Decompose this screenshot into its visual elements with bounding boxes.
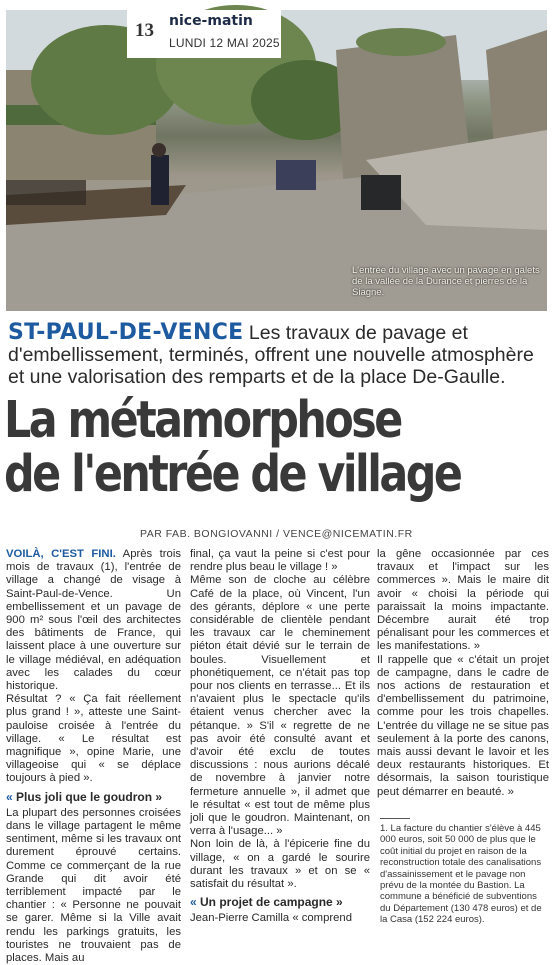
headline-line-1: La métamorphose	[4, 391, 401, 450]
kicker-text: Les travaux de pavage et d'embellissement, terminés, offrent une nouvelle atmosphère et une valorisation des remparts et de la place De-Gaulle.	[8, 322, 534, 388]
column-3	[377, 548, 549, 799]
paragraph: Il rappelle que « c'était un projet de campagne, dans le cadre de nos actions de restauration et d'embellissement du patrimoine, comme pour les trois chapelles. L'entrée du village ne se situe pas seulement à la porte des canons, mais aussi devant le lavoir et les deux restaurants historiques. Et désormais, la saison touristique peut démarrer en beauté. »	[377, 653, 549, 798]
newspaper-name: nice-matin	[169, 13, 253, 29]
paragraph: final, ça vaut la peine si c'est pour rendre plus beau le village ! »	[190, 548, 370, 574]
headline	[4, 391, 462, 504]
paragraph	[6, 548, 181, 693]
paragraph: Non loin de là, à l'épicerie fine du village, « on a gardé le sourire durant les travaux » et on se « satisfait du résultat ».	[190, 838, 370, 891]
photo-caption: L'entrée du village avec un pavage en galets de la vallée de la Durance et pierres de la Siagne.	[352, 265, 540, 298]
masthead	[127, 10, 281, 58]
issue-date: LUNDI 12 MAI 2025	[169, 36, 280, 50]
headline-line-2: de l'entrée de village	[4, 445, 461, 504]
paragraph: la gêne occasionnée par ces travaux et l'impact sur les commerces ». Mais le maire dit avoir « choisi la période qui paraissait la moins impactante. Décembre aurait été trop pénalisant pour les commerces et les manifestations. »	[377, 548, 549, 653]
paragraph: Jean-Pierre Camilla « comprend	[190, 912, 352, 925]
paragraph: La plupart des personnes croisées dans le village partagent le même sentiment, même si les travaux ont durement éprouvé certains. Comme ce commerçant de la rue Grande qui dit avoir été terriblement impacté par le chantier : « Personne ne pouvait se garer. Même si la Ville avait rendu les parkings gratuits, les touristes ne trouvaient pas de places. Mais au	[6, 806, 181, 965]
subheading: « Un projet de campagne »	[190, 896, 370, 909]
kicker-place: ST-PAUL-DE-VENCE	[8, 320, 244, 345]
column-1	[6, 548, 181, 965]
page-number: 13	[135, 20, 154, 41]
kicker	[8, 322, 553, 388]
paragraph: Même son de cloche au célèbre Café de la place, où Vincent, l'un des gérants, déplore « une perte considérable de clientèle pendant les travaux car le cheminement piéton était dévié sur le terrain de boules. Visuellement et phonétiquement, ce n'était pas top pour nos clients en terrasse... Et ils n'avaient plus le spectacle qu'ils étaient venus chercher avec la pétanque. » S'il « regrette de ne pas avoir été consulté avant et d'avoir été exclu de toutes discussions : nous aurions décalé de novembre à janvier notre fermeture annuelle », il admet que le résultat « est tout de même plus joli que le goudron. Maintenant, on verra à l'usage... »	[190, 574, 370, 838]
subheading: « Plus joli que le goudron »	[6, 791, 181, 804]
paragraph-text: Après trois mois de travaux (1), l'entrée de village a changé de visage à Saint-Paul-de-Vence. Un embellissement et un pavage de 900 m² sous l'œil des architectes des bâtiments de France, qui laissent place à une ouverture sur le village médiéval, en adéquation avec les calades du cœur historique.	[6, 548, 181, 693]
footnote-rule	[380, 818, 410, 819]
byline: PAR FAB. BONGIOVANNI / VENCE@NICEMATIN.FR	[140, 528, 413, 540]
lead-in: VOILÀ, C'EST FINI.	[6, 548, 116, 560]
paragraph: Résultat ? « Ça fait réellement plus grand ! », atteste une Saint-pauloise croisée à l'entrée du village. « Le résultat est magnifique », opine Marie, une villageoise qui « se déplace toujours à pied ».	[6, 693, 181, 785]
column-2	[190, 548, 370, 926]
footnote: 1. La facture du chantier s'élève à 445 000 euros, soit 50 000 de plus que le coût initial du projet en raison de la reconstruction totale des canalisations d'assainissement et le pavage non prévu de la montée du Bastion. La commune a bénéficié de subventions du Département (130 478 euros) et de la Casa (152 224 euros).	[380, 823, 542, 926]
